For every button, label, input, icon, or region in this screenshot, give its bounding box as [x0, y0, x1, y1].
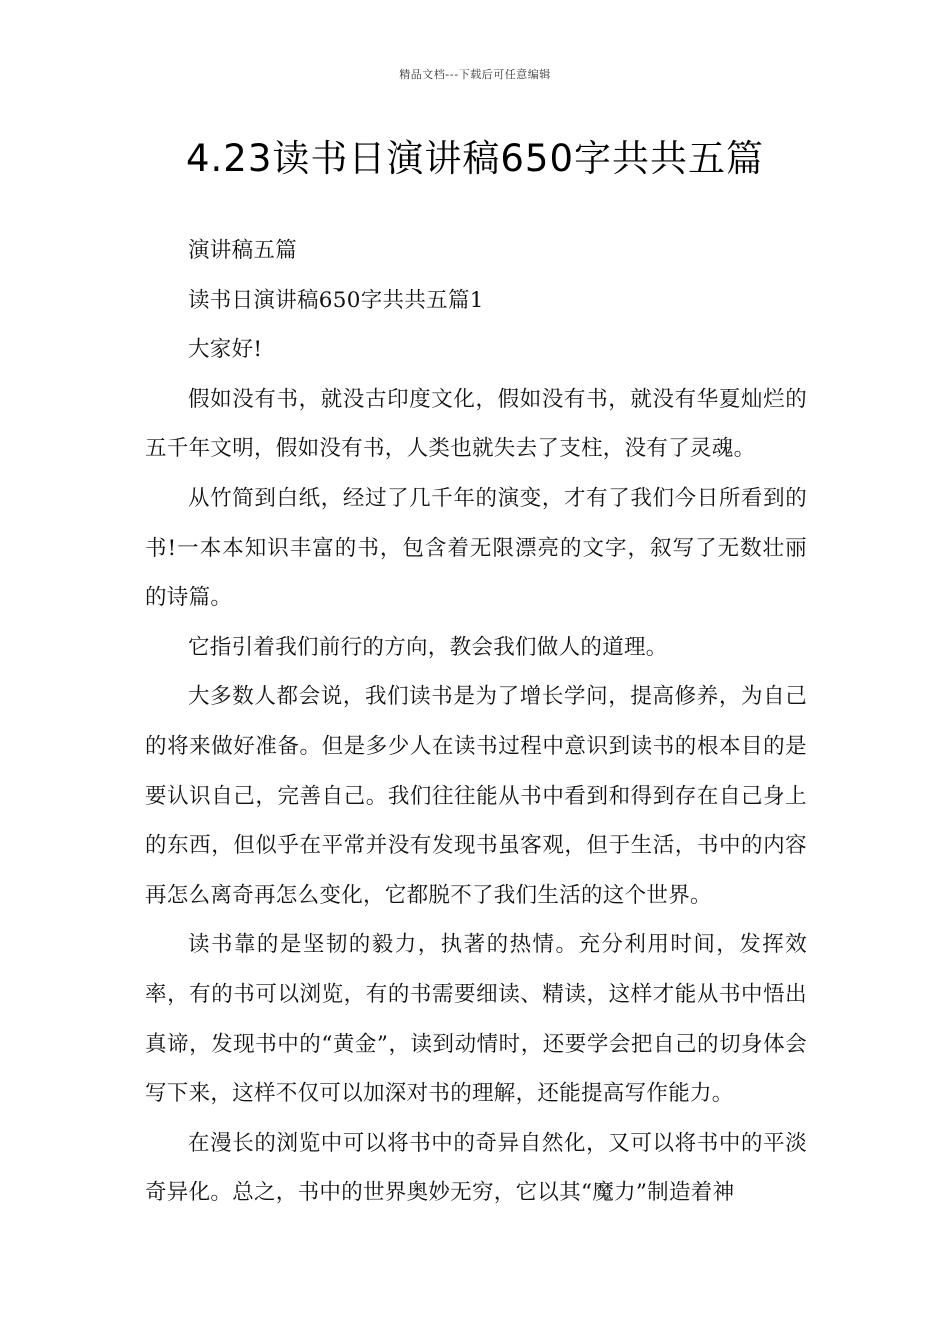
- paragraph: 在漫长的浏览中可以将书中的奇异自然化，又可以将书中的平淡奇异化。总之，书中的世界奥妙无穷，它以其“魔力”制造着神: [145, 1130, 807, 1206]
- paragraph: 它指引着我们前行的方向，教会我们做人的道理。: [188, 634, 668, 660]
- paragraph: 演讲稿五篇: [188, 238, 298, 263]
- document-title: 4.23读书日演讲稿650字共共五篇: [185, 137, 764, 180]
- document-body: [145, 226, 807, 1218]
- header-note: 精品文档---下载后可任意编辑: [399, 68, 551, 81]
- paragraph: 大家好!: [188, 337, 263, 363]
- paragraph: 读书日演讲稿650字共共五篇1: [188, 287, 484, 313]
- paragraph: 从竹简到白纸，经过了几千年的演变，才有了我们今日所看到的书!一本本知识丰富的书，包含着无限漂亮的文字，叙写了无数壮丽的诗篇。: [145, 485, 807, 611]
- paragraph: 假如没有书，就没古印度文化，假如没有书，就没有华夏灿烂的五千年文明，假如没有书，人类也就失去了支柱，没有了灵魂。: [145, 386, 807, 462]
- paragraph: 大多数人都会说，我们读书是为了增长学问，提高修养，为自己的将来做好准备。但是多少人在读书过程中意识到读书的根本目的是要认识自己，完善自己。我们往往能从书中看到和得到存在自己身上的东西，但似乎在平常并没有发现书虽客观，但于生活，书中的内容再怎么离奇再怎么变化，它都脱不了我们生活的这个世界。: [145, 684, 807, 908]
- paragraph: 读书靠的是坚韧的毅力，执著的热情。充分利用时间，发挥效率，有的书可以浏览，有的书需要细读、精读，这样才能从书中悟出真谛，发现书中的“黄金”，读到动情时，还要学会把自己的切身体会写下来，这样不仅可以加深对书的理解，还能提高写作能力。: [145, 932, 807, 1107]
